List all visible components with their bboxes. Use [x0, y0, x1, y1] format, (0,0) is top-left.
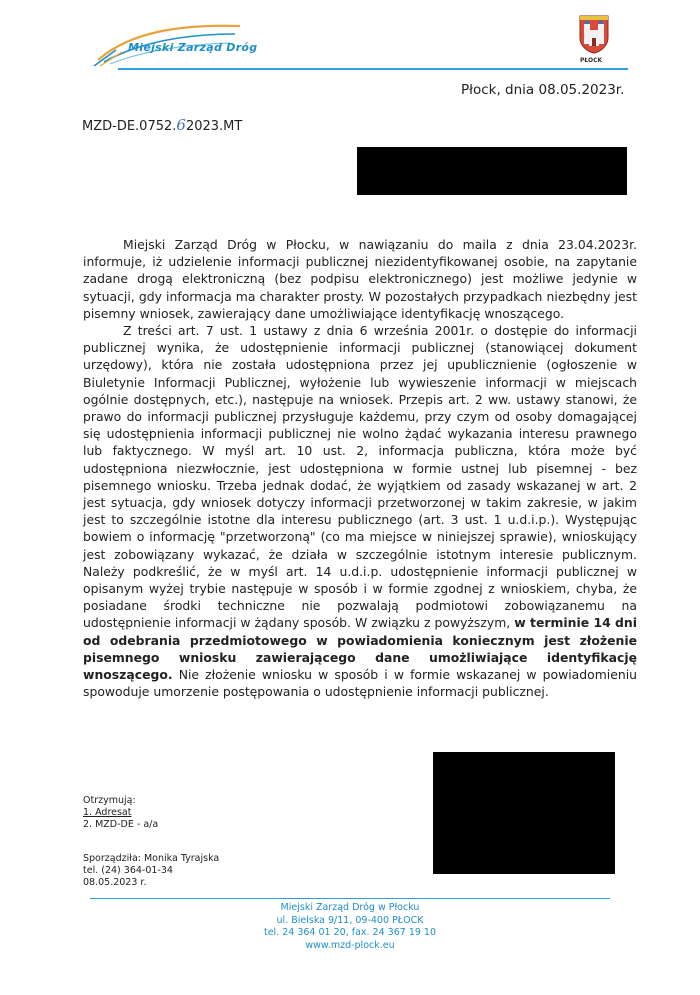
- prepared-by-phone: tel. (24) 364-01-34: [83, 865, 173, 876]
- paragraph-1: Miejski Zarząd Dróg w Płocku, w nawiązaniu do maila z dnia 23.04.2023r. informuje, iż udzielenie informacji publicznej niezidentyfikowanej osobie, na zapytanie zadane drogą elektroniczną (bez podpisu elektronicznego) jest możliwe jedynie w sytuacji, gdy informacja ma charakter prosty. W pozostałych przypadkach niezbędny jest pisemny wniosek, zawierający dane umożliwiające identyfikację wnoszącego.: [83, 237, 637, 321]
- prepared-by-name: Sporządziła: Monika Tyrajska: [83, 853, 220, 864]
- footer-phone-fax: tel. 24 364 01 20, fax. 24 367 19 10: [263, 927, 437, 938]
- footer-website-link[interactable]: www.mzd-plock.eu: [305, 939, 395, 951]
- footer-org-name: Miejski Zarząd Dróg w Płocku: [280, 902, 420, 913]
- paragraph-2-bold: w terminie 14 dni od odebrania przedmiotowego w powiadomienia koniecznym jest złożenie pisemnego wniosku zawierającego dane umożliwiające identyfikację wnoszącego.: [83, 615, 637, 683]
- recipients-label: Otrzymują:: [83, 795, 136, 806]
- place-date: Płock, dnia 08.05.2023r.: [461, 82, 625, 98]
- paragraph-2: [83, 322, 637, 700]
- recipients-block: [83, 795, 158, 831]
- recipient-item: 1. Adresat: [83, 807, 132, 818]
- recipient-item: 2. MZD-DE - a/a: [83, 819, 159, 830]
- letter-body: [83, 236, 637, 700]
- footer: [0, 902, 700, 952]
- ref-suffix: 2023.MT: [185, 119, 243, 134]
- header-divider: [118, 68, 628, 70]
- ref-prefix: MZD-DE.0752.: [82, 119, 177, 134]
- footer-address: ul. Bielska 9/11, 09-400 PŁOCK: [276, 914, 424, 926]
- redacted-signature: [433, 752, 615, 874]
- prepared-by-date: 08.05.2023 r.: [83, 877, 147, 888]
- plock-crest-icon: [578, 14, 610, 54]
- crest-label: PŁOCK: [580, 57, 603, 64]
- paragraph-2-end: Nie złożenie wniosku w sposób i w formie wskazanej w powiadomieniu spowoduje umorzenie postępowania o udostępnienie informacji publicznej.: [83, 667, 637, 700]
- redacted-addressee: [357, 147, 627, 195]
- ref-handwritten-number: 6: [176, 116, 186, 134]
- footer-divider: [90, 898, 610, 899]
- paragraph-2-start: Z treści art. 7 ust. 1 ustawy z dnia 6 września 2001r. o dostępie do informacji publicznej wynika, że udostępnienie informacji publicznej (stanowiącej dokument urzędowy), która nie została udostępniona przez jej upublicznienie (ogłoszenie w Biuletynie Informacji Publicznej, wyłożenie lub wywieszenie informacji w miejscach ogólnie dostępnych, etc.), następuje na wniosek. Przepis art. 2 ww. ustawy stanowi, że prawo do informacji publicznej przysługuje każdemu, przy czym od osoby domagającej się udostępnienia informacji publicznej nie wolno żądać wykazania interesu prawnego lub faktycznego. W myśl art. 10 ust. 2, informacja publiczna, która może być udostępniona niezwłocznie, jest udostępniona w formie ustnej lub pisemnej - bez pisemnego wniosku. Trzeba jednak dodać, że wyjątkiem od zasady wskazanej w art. 2 jest sytuacja, gdy wniosek dotyczy informacji przetworzonej w takim zakresie, w jakim jest to szczególnie istotne dla interesu publicznego (art. 3 ust. 1 u.d.i.p.). Występując bowiem o informację "przetworzoną" (co ma miejsce w niniejszej sprawie), wnioskujący jest zobowiązany wykazać, że działa w szczególnie istotnym interesie publicznym. Należy podkreślić, że w myśl art. 14 u.d.i.p. udostępnienie informacji publicznej w opisanym wyżej trybie następuje w sposób i w formie zgodnej z wnioskiem, chyba, że posiadane środki techniczne nie pozwalają podmiotowi zobowiązanemu na udostępnienie informacji w żądany sposób. W związku z powyższym,: [83, 323, 637, 631]
- prepared-by-block: [83, 853, 219, 889]
- logo-text: Miejski Zarząd Dróg: [128, 41, 258, 54]
- reference-number: [82, 116, 242, 134]
